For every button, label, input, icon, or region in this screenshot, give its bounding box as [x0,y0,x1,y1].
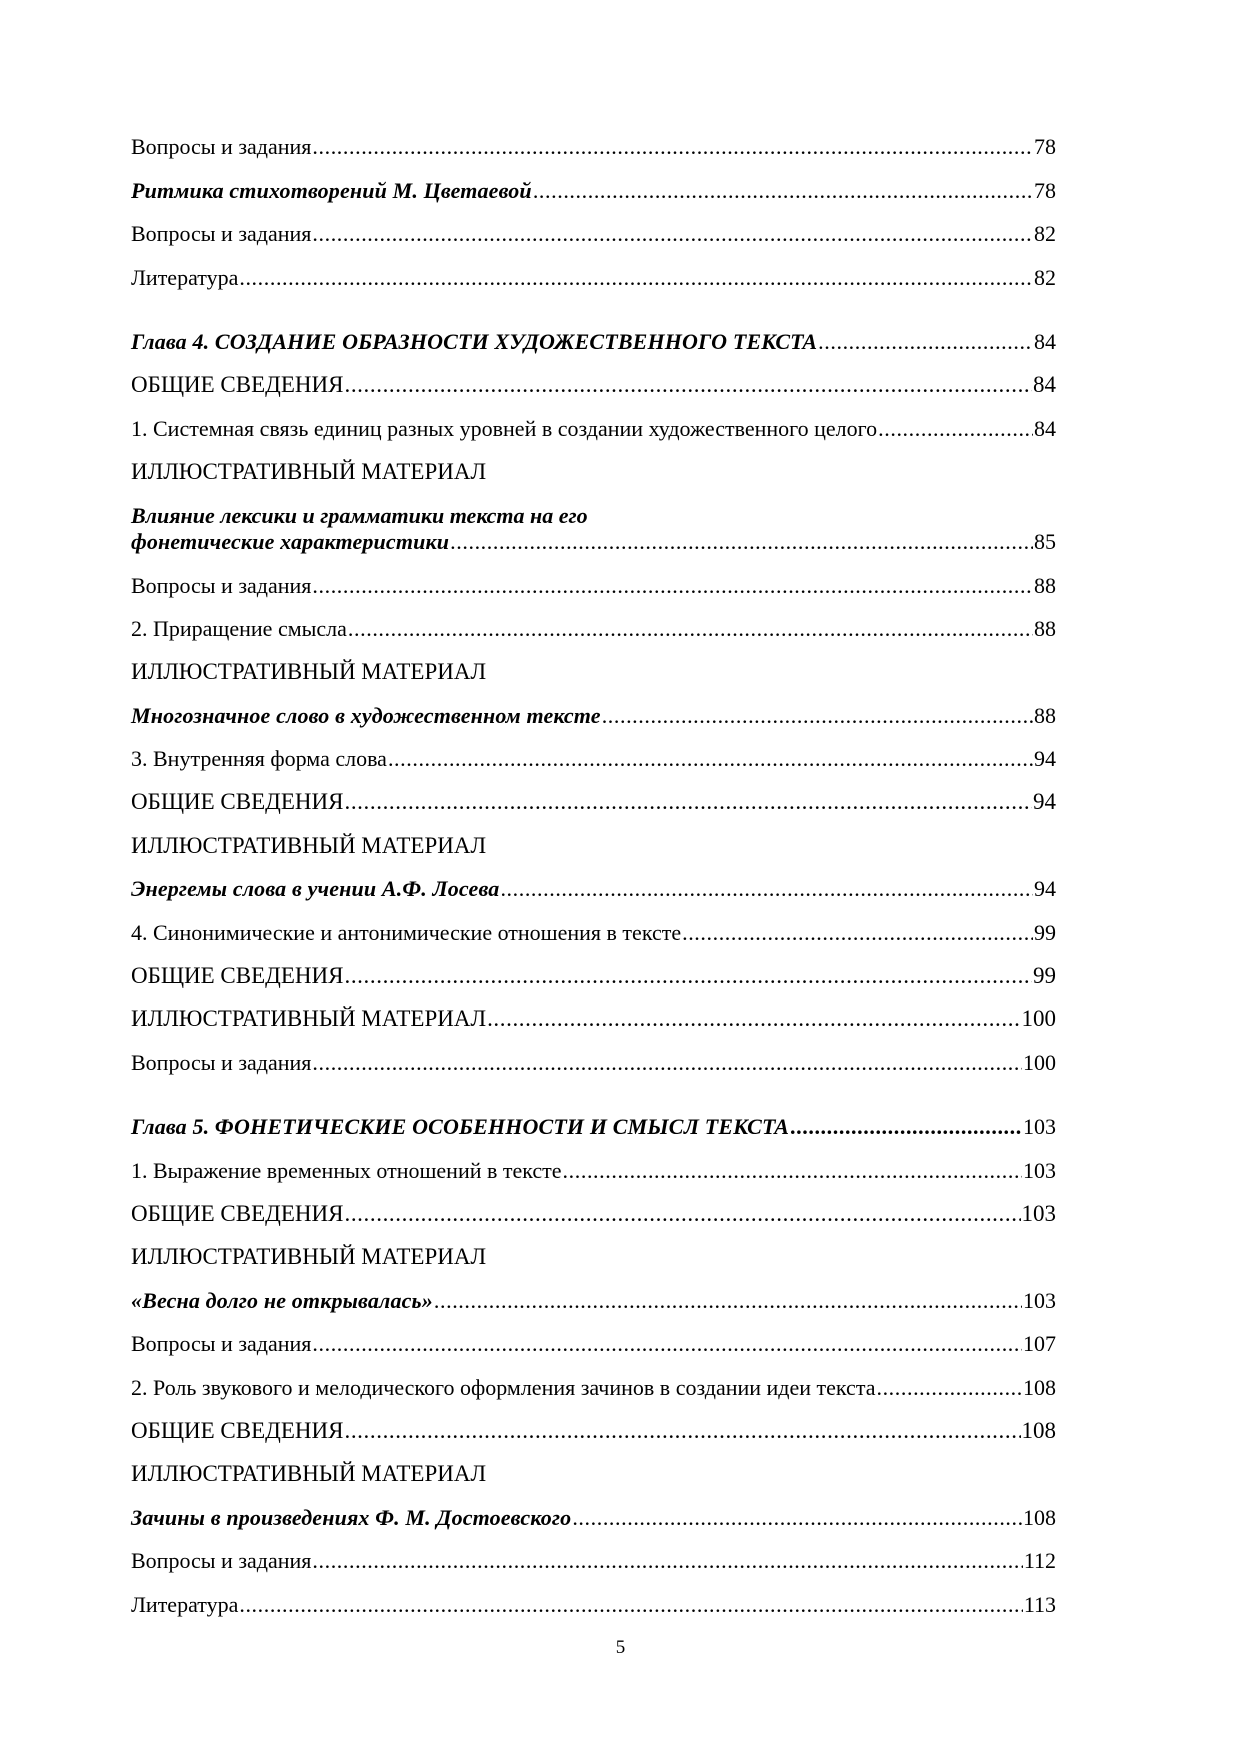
dot-leader [450,530,1033,554]
toc-entry-title-line1: Влияние лексики и грамматики текста на его [131,503,588,529]
toc-entry[interactable] [131,1364,1056,1407]
dot-leader [312,1332,1022,1356]
toc-entry-page: 99 [1033,963,1056,989]
toc-entry-page: 84 [1034,415,1056,441]
toc-heading [131,822,1056,865]
dot-leader [239,266,1033,290]
toc-entry-page: 99 [1034,919,1056,945]
toc-heading [131,449,1056,492]
toc-entry-page: 78 [1034,177,1056,203]
page-number: 5 [615,1637,626,1658]
dot-leader [344,1419,1020,1443]
dot-leader [312,1051,1022,1075]
toc-entry[interactable] [131,1581,1056,1624]
dot-leader [388,747,1033,771]
toc-entry-title: ИЛЛЮСТРАТИВНЫЙ МАТЕРИАЛ [131,1006,487,1032]
toc-entry[interactable] [131,254,1056,297]
toc-entry-page: 94 [1033,789,1056,815]
dot-leader [312,135,1033,159]
toc-chapter-entry[interactable] [131,319,1056,362]
toc-entry-title: ОБЩИЕ СВЕДЕНИЯ [131,963,344,989]
toc-entry-title: Вопросы и задания [131,1049,312,1075]
toc-entry-title: Вопросы и задания [131,1548,312,1574]
toc-entry-page: 108 [1021,1417,1056,1443]
toc-entry[interactable] [131,996,1056,1039]
toc-entry[interactable] [131,167,1056,210]
toc-entry-title: Глава 5. ФОНЕТИЧЕСКИЕ ОСОБЕННОСТИ И СМЫСЛ ТЕКСТА [131,1114,790,1140]
dot-leader [563,1159,1022,1183]
dot-leader [344,790,1032,814]
toc-entry[interactable] [131,953,1056,996]
toc-entry-title: ИЛЛЮСТРАТИВНЫЙ МАТЕРИАЛ [131,1461,487,1487]
toc-entry-title: ОБЩИЕ СВЕДЕНИЯ [131,372,344,398]
toc-entry-title: 3. Внутренняя форма слова [131,746,387,772]
toc-heading [131,1234,1056,1277]
toc-entry-page: 78 [1034,134,1056,160]
dot-leader [533,179,1033,203]
dot-leader [348,617,1033,641]
toc-entry[interactable] [131,1494,1056,1537]
toc-entry-title: Энергемы слова в учении А.Ф. Лосева [131,876,500,902]
toc-entry[interactable] [131,1191,1056,1234]
toc-entry-title: Зачины в произведениях Ф. М. Достоевского [131,1504,572,1530]
toc-entry-title: «Весна долго не открывалась» [131,1287,433,1313]
toc-entry-title: Литература [131,264,239,290]
toc-entry-page: 84 [1033,372,1056,398]
toc-entry-title: ИЛЛЮСТРАТИВНЫЙ МАТЕРИАЛ [131,659,487,685]
toc-entry-page: 107 [1023,1331,1056,1357]
toc-entry[interactable] [131,211,1056,254]
toc-entry-page: 113 [1023,1591,1056,1617]
dot-leader [487,1007,1020,1031]
dot-leader [602,704,1033,728]
toc-entry-title: Литература [131,1591,239,1617]
dot-leader [344,1202,1020,1226]
toc-entry-title: Вопросы и задания [131,572,312,598]
toc-entry[interactable] [131,692,1056,735]
toc-entry[interactable] [131,1147,1056,1190]
toc-entry-title: ОБЩИЕ СВЕДЕНИЯ [131,1417,344,1443]
toc-entry[interactable] [131,124,1056,167]
toc-entry-title: Вопросы и задания [131,1331,312,1357]
dot-leader [682,921,1033,945]
toc-entry-title: ОБЩИЕ СВЕДЕНИЯ [131,789,344,815]
table-of-contents [131,124,1056,1625]
toc-entry-title: 2. Приращение смысла [131,615,347,641]
toc-entry-title: фонетические характеристики [131,529,450,555]
toc-entry[interactable] [131,1321,1056,1364]
toc-entry-page: 103 [1023,1114,1056,1140]
toc-entry[interactable] [131,1277,1056,1320]
toc-entry-title: Глава 4. СОЗДАНИЕ ОБРАЗНОСТИ ХУДОЖЕСТВЕННОГО ТЕКСТА [131,328,818,354]
toc-entry-title: 2. Роль звукового и мелодического оформления зачинов в создании идеи текста [131,1374,876,1400]
toc-entry-page: 82 [1034,264,1056,290]
toc-entry-title: 1. Выражение временных отношений в тексте [131,1157,562,1183]
dot-leader [434,1289,1022,1313]
dot-leader [344,964,1032,988]
toc-entry-page: 103 [1023,1287,1056,1313]
dot-leader [790,1115,1022,1139]
toc-entry-page: 82 [1034,221,1056,247]
dot-leader [344,373,1032,397]
dot-leader [878,417,1033,441]
toc-entry[interactable] [131,362,1056,405]
toc-entry[interactable] [131,1039,1056,1082]
toc-entry[interactable] [131,779,1056,822]
toc-entry-page: 84 [1034,328,1056,354]
toc-entry-page: 85 [1034,529,1056,555]
toc-heading [131,1451,1056,1494]
dot-leader [312,574,1033,598]
toc-entry-page: 103 [1021,1200,1056,1226]
toc-entry-page: 112 [1023,1548,1056,1574]
toc-entry-title: Многозначное слово в художественном тексте [131,702,601,728]
toc-entry-title: Вопросы и задания [131,221,312,247]
toc-entry[interactable] [131,492,1056,562]
toc-entry-page: 94 [1034,876,1056,902]
toc-entry-title: 1. Системная связь единиц разных уровней в создании художественного целого [131,415,878,441]
toc-entry-title: ИЛЛЮСТРАТИВНЫЙ МАТЕРИАЛ [131,1244,487,1270]
toc-entry-page: 108 [1023,1374,1056,1400]
toc-entry-page: 100 [1023,1049,1056,1075]
toc-entry[interactable] [131,736,1056,779]
toc-heading [131,649,1056,692]
dot-leader [572,1506,1022,1530]
toc-entry-page: 100 [1021,1006,1056,1032]
toc-entry-page: 88 [1034,702,1056,728]
toc-entry-page: 88 [1034,572,1056,598]
toc-chapter-entry[interactable] [131,1104,1056,1147]
dot-leader [239,1593,1022,1617]
toc-entry-title: 4. Синонимические и антонимические отношения в тексте [131,919,682,945]
toc-entry[interactable] [131,866,1056,909]
dot-leader [500,877,1033,901]
toc-entry-title: ИЛЛЮСТРАТИВНЫЙ МАТЕРИАЛ [131,459,487,485]
toc-entry-title: ИЛЛЮСТРАТИВНЫЙ МАТЕРИАЛ [131,832,487,858]
toc-entry-page: 88 [1034,615,1056,641]
toc-entry[interactable] [131,909,1056,952]
chapter-spacer [131,1083,1056,1104]
toc-entry-page: 94 [1034,746,1056,772]
dot-leader [876,1376,1022,1400]
toc-entry-title: Ритмика стихотворений М. Цветаевой [131,177,532,203]
toc-entry-page: 108 [1023,1504,1056,1530]
toc-entry[interactable] [131,562,1056,605]
chapter-spacer [131,298,1056,319]
dot-leader [312,222,1033,246]
dot-leader [818,330,1033,354]
dot-leader [312,1549,1022,1573]
toc-entry[interactable] [131,405,1056,448]
toc-entry[interactable] [131,1408,1056,1451]
toc-entry-page: 103 [1023,1157,1056,1183]
toc-entry[interactable] [131,1538,1056,1581]
toc-entry-title: ОБЩИЕ СВЕДЕНИЯ [131,1200,344,1226]
toc-entry[interactable] [131,606,1056,649]
toc-entry-title: Вопросы и задания [131,134,312,160]
